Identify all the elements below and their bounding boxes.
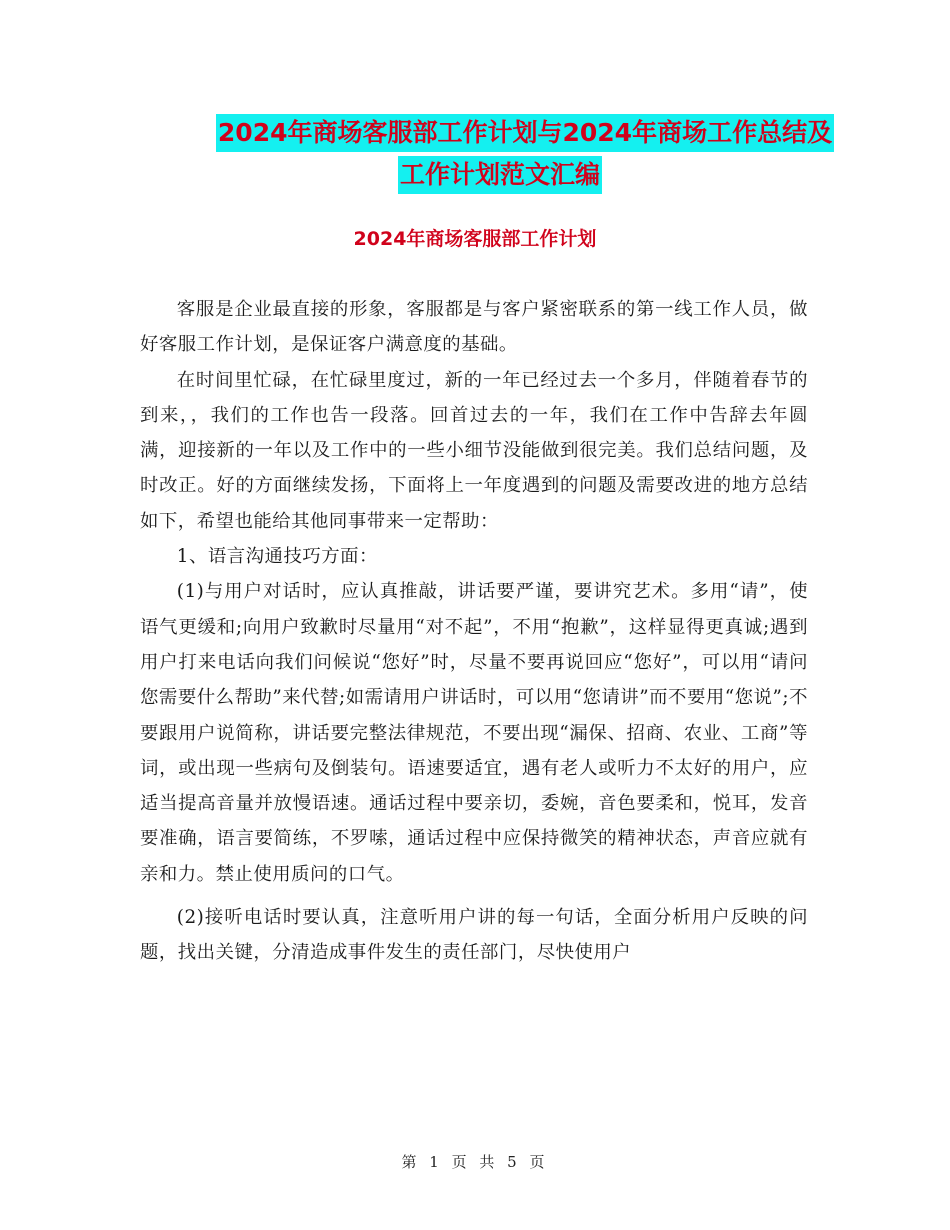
document-title bbox=[140, 112, 860, 196]
paragraph-review: 在时间里忙碌，在忙碌里度过，新的一年已经过去一个多月，伴随着春节的到来，，我们的工作也告一段落。回首过去的一年，我们在工作中告辞去年圆满，迎接新的一年以及工作中的一些小细节没能做到很完美。我们总结问题，及时改正。好的方面继续发扬，下面将上一年度遇到的问题及需要改进的地方总结如下，希望也能给其他同事带来一定帮助： bbox=[140, 369, 808, 532]
title-line-2: 工作计划范文汇编 bbox=[398, 156, 602, 194]
title-line-1: 2024年商场客服部工作计划与2024年商场工作总结及 bbox=[216, 114, 834, 152]
paragraph-item-2: (2)接听电话时要认真，注意听用户讲的每一句话，全面分析用户反映的问题，找出关键，分清造成事件发生的责任部门，尽快使用户 bbox=[140, 907, 808, 964]
paragraph-item-1: (1)与用户对话时，应认真推敲，讲话要严谨，要讲究艺术。多用“请”，使语气更缓和;向用户致歉时尽量用“对不起”，不用“抱歉”，这样显得更真诚;遇到用户打来电话向我们问候说“您好”时，尽量不要再说回应“您好”，可以用“请问您需要什么帮助”来代替;如需请用户讲话时，可以用“您请讲”而不要用“您说”;不要跟用户说简称，讲话要完整法律规范，不要出现“漏保、招商、农业、工商”等词，或出现一些病句及倒装句。语速要适宜，遇有老人或听力不太好的用户，应适当提高音量并放慢语速。通话过程中要亲切，委婉，音色要柔和，悦耳，发音要准确，语言要简练，不罗嗦，通话过程中应保持微笑的精神状态，声音应就有亲和力。禁止使用质问的口气。 bbox=[140, 581, 808, 885]
page-footer: 第 1 页 共 5 页 bbox=[401, 1153, 549, 1171]
section-heading: 2024年商场客服部工作计划 bbox=[353, 228, 597, 250]
paragraph-intro: 客服是企业最直接的形象，客服都是与客户紧密联系的第一线工作人员，做好客服工作计划，是保证客户满意度的基础。 bbox=[140, 299, 808, 356]
document-body bbox=[140, 292, 808, 971]
paragraph-list-heading: 1、语言沟通技巧方面： bbox=[176, 546, 378, 568]
